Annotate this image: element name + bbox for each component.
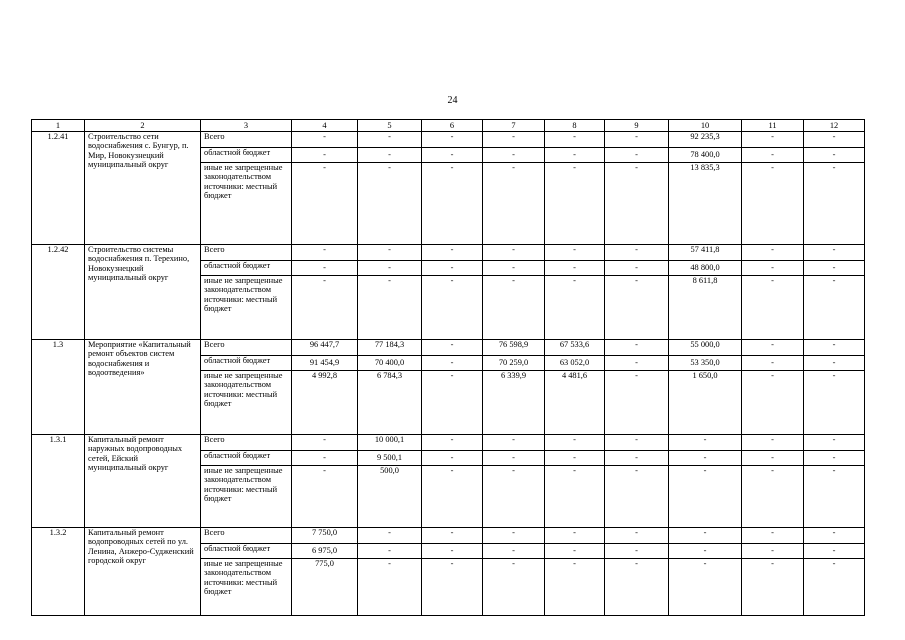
value-cell: -	[483, 276, 545, 340]
value-cell: -	[358, 245, 422, 261]
value-cell: 775,0	[292, 559, 358, 616]
value-cell: -	[742, 528, 804, 544]
funding-source: Всего	[201, 132, 292, 148]
value-cell: -	[358, 528, 422, 544]
value-cell: 70 259,0	[483, 356, 545, 371]
value-cell: 10 000,1	[358, 435, 422, 451]
value-cell: -	[358, 132, 422, 148]
funding-source: иные не запрещенные законодательством источники: местный бюджет	[201, 466, 292, 528]
value-cell: -	[605, 435, 669, 451]
value-cell: -	[605, 148, 669, 163]
value-cell: -	[605, 261, 669, 276]
value-cell: 4 992,8	[292, 371, 358, 435]
value-cell: -	[422, 163, 483, 245]
value-cell: -	[422, 528, 483, 544]
value-cell: -	[483, 451, 545, 466]
value-cell: 1 650,0	[669, 371, 742, 435]
column-header: 8	[545, 120, 605, 132]
item-name: Строительство сети водоснабжения с. Бунгур, п. Мир, Новокузнецкий муниципальный округ	[85, 132, 201, 245]
value-cell: 6 975,0	[292, 544, 358, 559]
item-number: 1.2.42	[32, 245, 85, 340]
value-cell: -	[422, 559, 483, 616]
value-cell: -	[422, 451, 483, 466]
value-cell: -	[605, 276, 669, 340]
value-cell: 67 533,6	[545, 340, 605, 356]
funding-source: областной бюджет	[201, 261, 292, 276]
value-cell: -	[358, 544, 422, 559]
value-cell: -	[358, 148, 422, 163]
column-header: 11	[742, 120, 804, 132]
value-cell: 6 784,3	[358, 371, 422, 435]
value-cell: -	[483, 528, 545, 544]
item-name: Капитальный ремонт водопроводных сетей по ул. Ленина, Анжеро-Судженский городской округ	[85, 528, 201, 616]
value-cell: -	[605, 245, 669, 261]
funding-source: иные не запрещенные законодательством источники: местный бюджет	[201, 559, 292, 616]
value-cell: -	[422, 132, 483, 148]
value-cell: -	[422, 356, 483, 371]
item-name: Мероприятие «Капитальный ремонт объектов систем водоснабжения и водоотведения»	[85, 340, 201, 435]
value-cell: 78 400,0	[669, 148, 742, 163]
value-cell: -	[742, 559, 804, 616]
value-cell: -	[742, 163, 804, 245]
value-cell: -	[292, 245, 358, 261]
column-header: 10	[669, 120, 742, 132]
page-number: 24	[447, 95, 458, 106]
value-cell: -	[545, 435, 605, 451]
value-cell: -	[804, 451, 865, 466]
value-cell: -	[742, 451, 804, 466]
value-cell: -	[804, 148, 865, 163]
value-cell: 57 411,8	[669, 245, 742, 261]
value-cell: -	[545, 451, 605, 466]
value-cell: 48 800,0	[669, 261, 742, 276]
table-row	[32, 435, 865, 451]
value-cell: -	[358, 276, 422, 340]
table-row	[32, 245, 865, 261]
value-cell: -	[605, 356, 669, 371]
table-row	[32, 132, 865, 148]
value-cell: -	[605, 340, 669, 356]
value-cell: -	[292, 132, 358, 148]
value-cell: -	[292, 466, 358, 528]
value-cell: -	[483, 245, 545, 261]
item-number: 1.3.1	[32, 435, 85, 528]
value-cell: -	[422, 435, 483, 451]
value-cell: 7 750,0	[292, 528, 358, 544]
value-cell: -	[605, 451, 669, 466]
value-cell: -	[483, 261, 545, 276]
value-cell: -	[292, 148, 358, 163]
value-cell: -	[804, 559, 865, 616]
value-cell: 70 400,0	[358, 356, 422, 371]
value-cell: 96 447,7	[292, 340, 358, 356]
value-cell: -	[358, 261, 422, 276]
value-cell: 4 481,6	[545, 371, 605, 435]
value-cell: -	[804, 132, 865, 148]
value-cell: -	[804, 163, 865, 245]
value-cell: -	[669, 451, 742, 466]
value-cell: -	[545, 163, 605, 245]
value-cell: -	[742, 544, 804, 559]
value-cell: -	[422, 276, 483, 340]
column-header: 3	[201, 120, 292, 132]
value-cell: -	[545, 148, 605, 163]
value-cell: -	[804, 544, 865, 559]
value-cell: -	[742, 340, 804, 356]
value-cell: -	[358, 163, 422, 245]
value-cell: -	[742, 245, 804, 261]
table-row	[32, 340, 865, 356]
value-cell: -	[804, 356, 865, 371]
item-number: 1.3.2	[32, 528, 85, 616]
value-cell: -	[422, 245, 483, 261]
value-cell: -	[669, 528, 742, 544]
value-cell: -	[292, 163, 358, 245]
funding-source: иные не запрещенные законодательством источники: местный бюджет	[201, 371, 292, 435]
value-cell: -	[483, 148, 545, 163]
value-cell: -	[804, 245, 865, 261]
value-cell: 76 598,9	[483, 340, 545, 356]
value-cell: -	[545, 276, 605, 340]
item-name: Капитальный ремонт наружных водопроводных сетей, Ейский муниципальный округ	[85, 435, 201, 528]
value-cell: -	[669, 435, 742, 451]
value-cell: -	[545, 528, 605, 544]
budget-table	[31, 119, 865, 616]
column-header: 12	[804, 120, 865, 132]
value-cell: -	[605, 163, 669, 245]
funding-source: Всего	[201, 340, 292, 356]
value-cell: -	[422, 544, 483, 559]
value-cell: -	[483, 132, 545, 148]
value-cell: -	[742, 132, 804, 148]
value-cell: -	[804, 340, 865, 356]
value-cell: -	[483, 559, 545, 616]
value-cell: -	[422, 261, 483, 276]
value-cell: -	[483, 163, 545, 245]
value-cell: -	[605, 559, 669, 616]
value-cell: -	[804, 466, 865, 528]
funding-source: иные не запрещенные законодательством источники: местный бюджет	[201, 163, 292, 245]
value-cell: -	[483, 544, 545, 559]
value-cell: 55 000,0	[669, 340, 742, 356]
funding-source: Всего	[201, 245, 292, 261]
value-cell: -	[804, 528, 865, 544]
value-cell: 500,0	[358, 466, 422, 528]
value-cell: -	[292, 435, 358, 451]
value-cell: -	[292, 451, 358, 466]
table-row	[32, 528, 865, 544]
column-header: 9	[605, 120, 669, 132]
value-cell: -	[545, 245, 605, 261]
value-cell: -	[605, 544, 669, 559]
value-cell: -	[804, 261, 865, 276]
value-cell: -	[422, 371, 483, 435]
column-header: 4	[292, 120, 358, 132]
funding-source: Всего	[201, 528, 292, 544]
funding-source: областной бюджет	[201, 451, 292, 466]
value-cell: -	[483, 435, 545, 451]
item-number: 1.2.41	[32, 132, 85, 245]
item-number: 1.3	[32, 340, 85, 435]
column-header: 2	[85, 120, 201, 132]
value-cell: -	[545, 544, 605, 559]
value-cell: -	[545, 261, 605, 276]
value-cell: -	[605, 371, 669, 435]
column-header: 1	[32, 120, 85, 132]
value-cell: 77 184,3	[358, 340, 422, 356]
value-cell: -	[669, 466, 742, 528]
value-cell: -	[358, 559, 422, 616]
value-cell: 8 611,8	[669, 276, 742, 340]
value-cell: 9 500,1	[358, 451, 422, 466]
value-cell: -	[605, 528, 669, 544]
value-cell: -	[605, 132, 669, 148]
value-cell: -	[605, 466, 669, 528]
value-cell: -	[422, 148, 483, 163]
header-row	[32, 120, 865, 132]
value-cell: -	[292, 276, 358, 340]
value-cell: 53 350,0	[669, 356, 742, 371]
value-cell: -	[422, 466, 483, 528]
value-cell: 13 835,3	[669, 163, 742, 245]
value-cell: -	[804, 435, 865, 451]
value-cell: -	[669, 559, 742, 616]
value-cell: -	[742, 435, 804, 451]
item-name: Строительство системы водоснабжения п. Терехино, Новокузнецкий муниципальный округ	[85, 245, 201, 340]
value-cell: -	[545, 559, 605, 616]
value-cell: 6 339,9	[483, 371, 545, 435]
value-cell: 92 235,3	[669, 132, 742, 148]
value-cell: -	[742, 466, 804, 528]
value-cell: -	[804, 371, 865, 435]
value-cell: -	[742, 276, 804, 340]
column-header: 6	[422, 120, 483, 132]
value-cell: 91 454,9	[292, 356, 358, 371]
funding-source: областной бюджет	[201, 356, 292, 371]
value-cell: -	[422, 340, 483, 356]
funding-source: Всего	[201, 435, 292, 451]
value-cell: -	[742, 356, 804, 371]
funding-source: областной бюджет	[201, 544, 292, 559]
funding-source: иные не запрещенные законодательством источники: местный бюджет	[201, 276, 292, 340]
value-cell: -	[545, 466, 605, 528]
value-cell: -	[292, 261, 358, 276]
value-cell: -	[742, 148, 804, 163]
column-header: 7	[483, 120, 545, 132]
funding-source: областной бюджет	[201, 148, 292, 163]
value-cell: -	[804, 276, 865, 340]
value-cell: -	[742, 371, 804, 435]
value-cell: -	[669, 544, 742, 559]
value-cell: 63 052,0	[545, 356, 605, 371]
value-cell: -	[545, 132, 605, 148]
value-cell: -	[742, 261, 804, 276]
column-header: 5	[358, 120, 422, 132]
value-cell: -	[483, 466, 545, 528]
